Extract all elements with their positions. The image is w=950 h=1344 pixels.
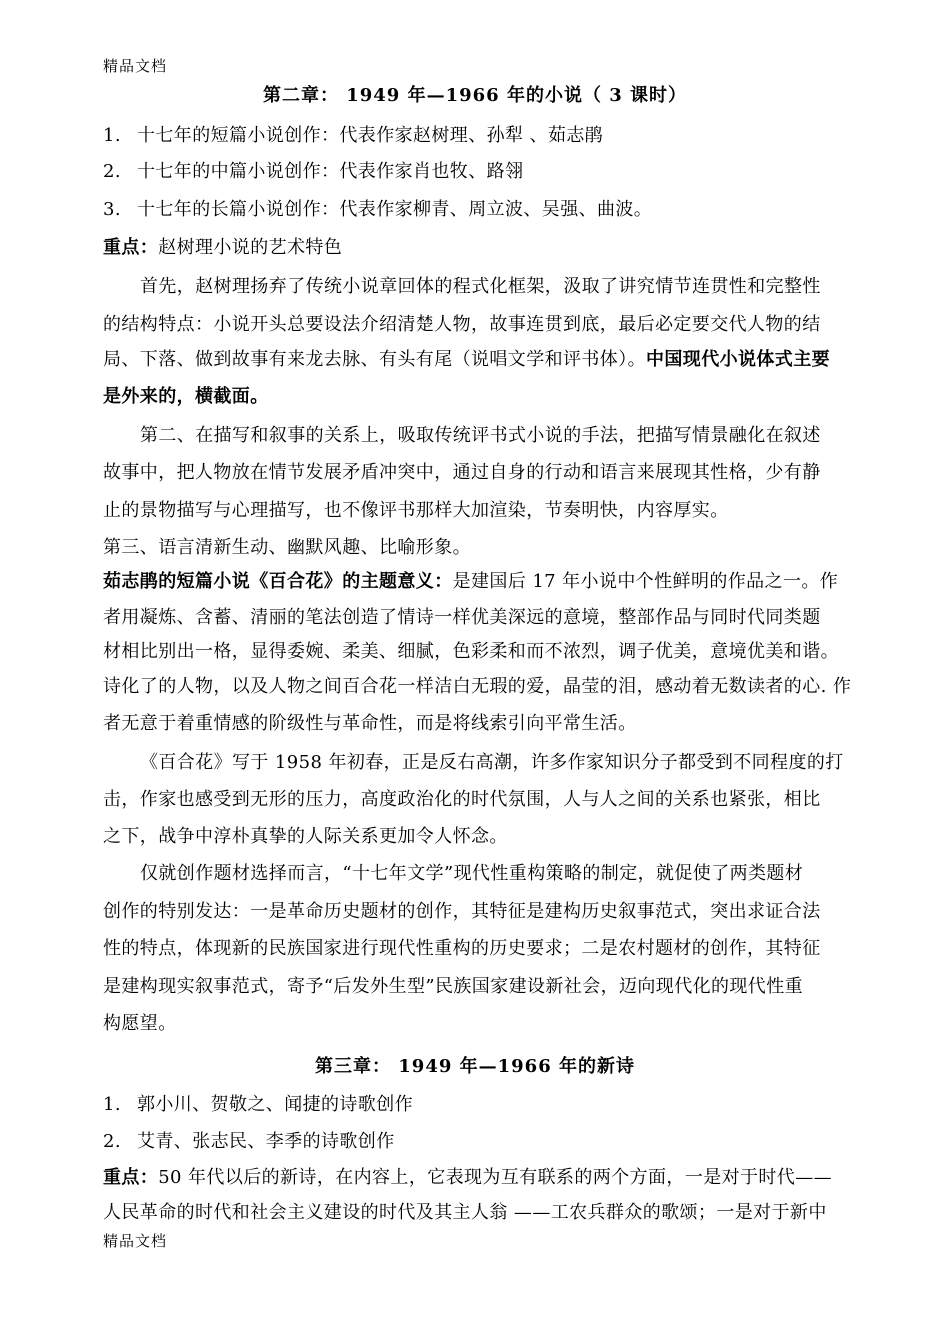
list-item-number: 3. <box>103 199 121 220</box>
paragraph-line: 第二、在描写和叙事的关系上，吸取传统评书式小说的手法，把描写情景融化在叙述 <box>140 425 821 446</box>
key-point-label: 重点： <box>103 237 159 258</box>
list-item-number: 2. <box>103 1131 121 1152</box>
paragraph-line: 材相比别出一格，显得委婉、柔美、细腻，色彩柔和而不浓烈，调子优美，意境优美和谐。 <box>103 641 839 662</box>
key-point-label: 重点： <box>103 1167 159 1188</box>
paragraph-line: 第三、语言清新生动、幽默风趣、比喻形象。 <box>103 537 471 558</box>
paragraph-line: 击，作家也感受到无形的压力，高度政治化的时代氛围，人与人之间的关系也紧张，相比 <box>103 789 821 810</box>
page-footer: 精品文档 <box>103 1232 168 1250</box>
paragraph-line: 创作的特别发达：一是革命历史题材的创作，其特征是建构历史叙事范式，突出求证合法 <box>103 901 821 922</box>
paragraph-line: 的结构特点：小说开头总要设法介绍清楚人物，故事连贯到底，最后必定要交代人物的结 <box>103 314 821 335</box>
paragraph-line: 者无意于着重情感的阶级性与革命性，而是将线索引向平常生活。 <box>103 713 637 734</box>
paragraph-line: 《百合花》写于 1958 年初春，正是反右高潮，许多作家知识分子都受到不同程度的打 <box>140 752 844 773</box>
list-item-number: 2. <box>103 161 121 182</box>
paragraph-line: 止的景物描写与心理描写，也不像评书那样大加渲染，节奏明快，内容厚实。 <box>103 500 729 521</box>
paragraph-line <box>103 345 853 371</box>
list-item-text: 十七年的短篇小说创作：代表作家赵树理、孙犁 、茹志鹃 <box>137 125 604 146</box>
key-point-text: 50 年代以后的新诗，在内容上，它表现为互有联系的两个方面，一是对于时代—— <box>158 1167 833 1188</box>
list-item <box>103 1127 853 1153</box>
chapter-2-title: 第二章： 1949 年—1966 年的小说（ 3 课时） <box>262 85 688 106</box>
list-item-text: 艾青、张志民、李季的诗歌创作 <box>137 1131 395 1152</box>
paragraph-line: 性的特点，体现新的民族国家进行现代性重构的历史要求；二是农村题材的创作，其特征 <box>103 938 821 959</box>
paragraph-line: 构愿望。 <box>103 1013 177 1034</box>
key-point-line <box>103 233 853 259</box>
list-item <box>103 195 853 221</box>
list-item <box>103 157 853 183</box>
paragraph-line: 首先，赵树理扬弃了传统小说章回体的程式化框架，汲取了讲究情节连贯性和完整性 <box>140 276 821 297</box>
paragraph-text: 是建国后 17 年小说中个性鲜明的作品之一。作 <box>452 571 839 592</box>
paragraph-line: 人民革命的时代和社会主义建设的时代及其主人翁 ——工农兵群众的歌颂；一是对于新中 <box>103 1202 827 1223</box>
paragraph-line <box>103 567 853 593</box>
paragraph-text: 局、下落、做到故事有来龙去脉、有头有尾（说唱文学和评书体）。 <box>103 349 646 370</box>
key-point-text: 赵树理小说的艺术特色 <box>158 237 343 258</box>
emphasis-text: 中国现代小说体式主要 <box>646 349 830 370</box>
chapter-3-title: 第三章： 1949 年—1966 年的新诗 <box>315 1056 635 1077</box>
paragraph-line: 仅就创作题材选择而言，“十七年文学”现代性重构策略的制定，就促使了两类题材 <box>140 863 804 884</box>
page-header: 精品文档 <box>103 57 168 75</box>
list-item-number: 1. <box>103 1094 121 1115</box>
list-item-text: 郭小川、贺敬之、闻捷的诗歌创作 <box>137 1094 413 1115</box>
key-point-line <box>103 1163 853 1189</box>
list-item <box>103 121 853 147</box>
paragraph-line: 故事中，把人物放在情节发展矛盾冲突中，通过自身的行动和语言来展现其性格，少有静 <box>103 462 821 483</box>
subheading: 茹志鹃的短篇小说《百合花》的主题意义： <box>103 571 453 592</box>
emphasis-line: 是外来的，横截面。 <box>103 386 269 407</box>
list-item-text: 十七年的长篇小说创作：代表作家柳青、周立波、吴强、曲波。 <box>137 199 653 220</box>
paragraph-line: 诗化了的人物，以及人物之间百合花一样洁白无瑕的爱，晶莹的泪，感动着无数读者的心. 作 <box>103 676 852 697</box>
list-item-number: 1. <box>103 125 121 146</box>
paragraph-line: 者用凝炼、含蓄、清丽的笔法创造了情诗一样优美深远的意境，整部作品与同时代同类题 <box>103 607 821 628</box>
paragraph-line: 是建构现实叙事范式，寄予“后发外生型”民族国家建设新社会，迈向现代化的现代性重 <box>103 976 804 997</box>
list-item <box>103 1090 853 1116</box>
list-item-text: 十七年的中篇小说创作：代表作家肖也牧、路翎 <box>137 161 524 182</box>
paragraph-line: 之下，战争中淳朴真挚的人际关系更加令人怀念。 <box>103 826 508 847</box>
